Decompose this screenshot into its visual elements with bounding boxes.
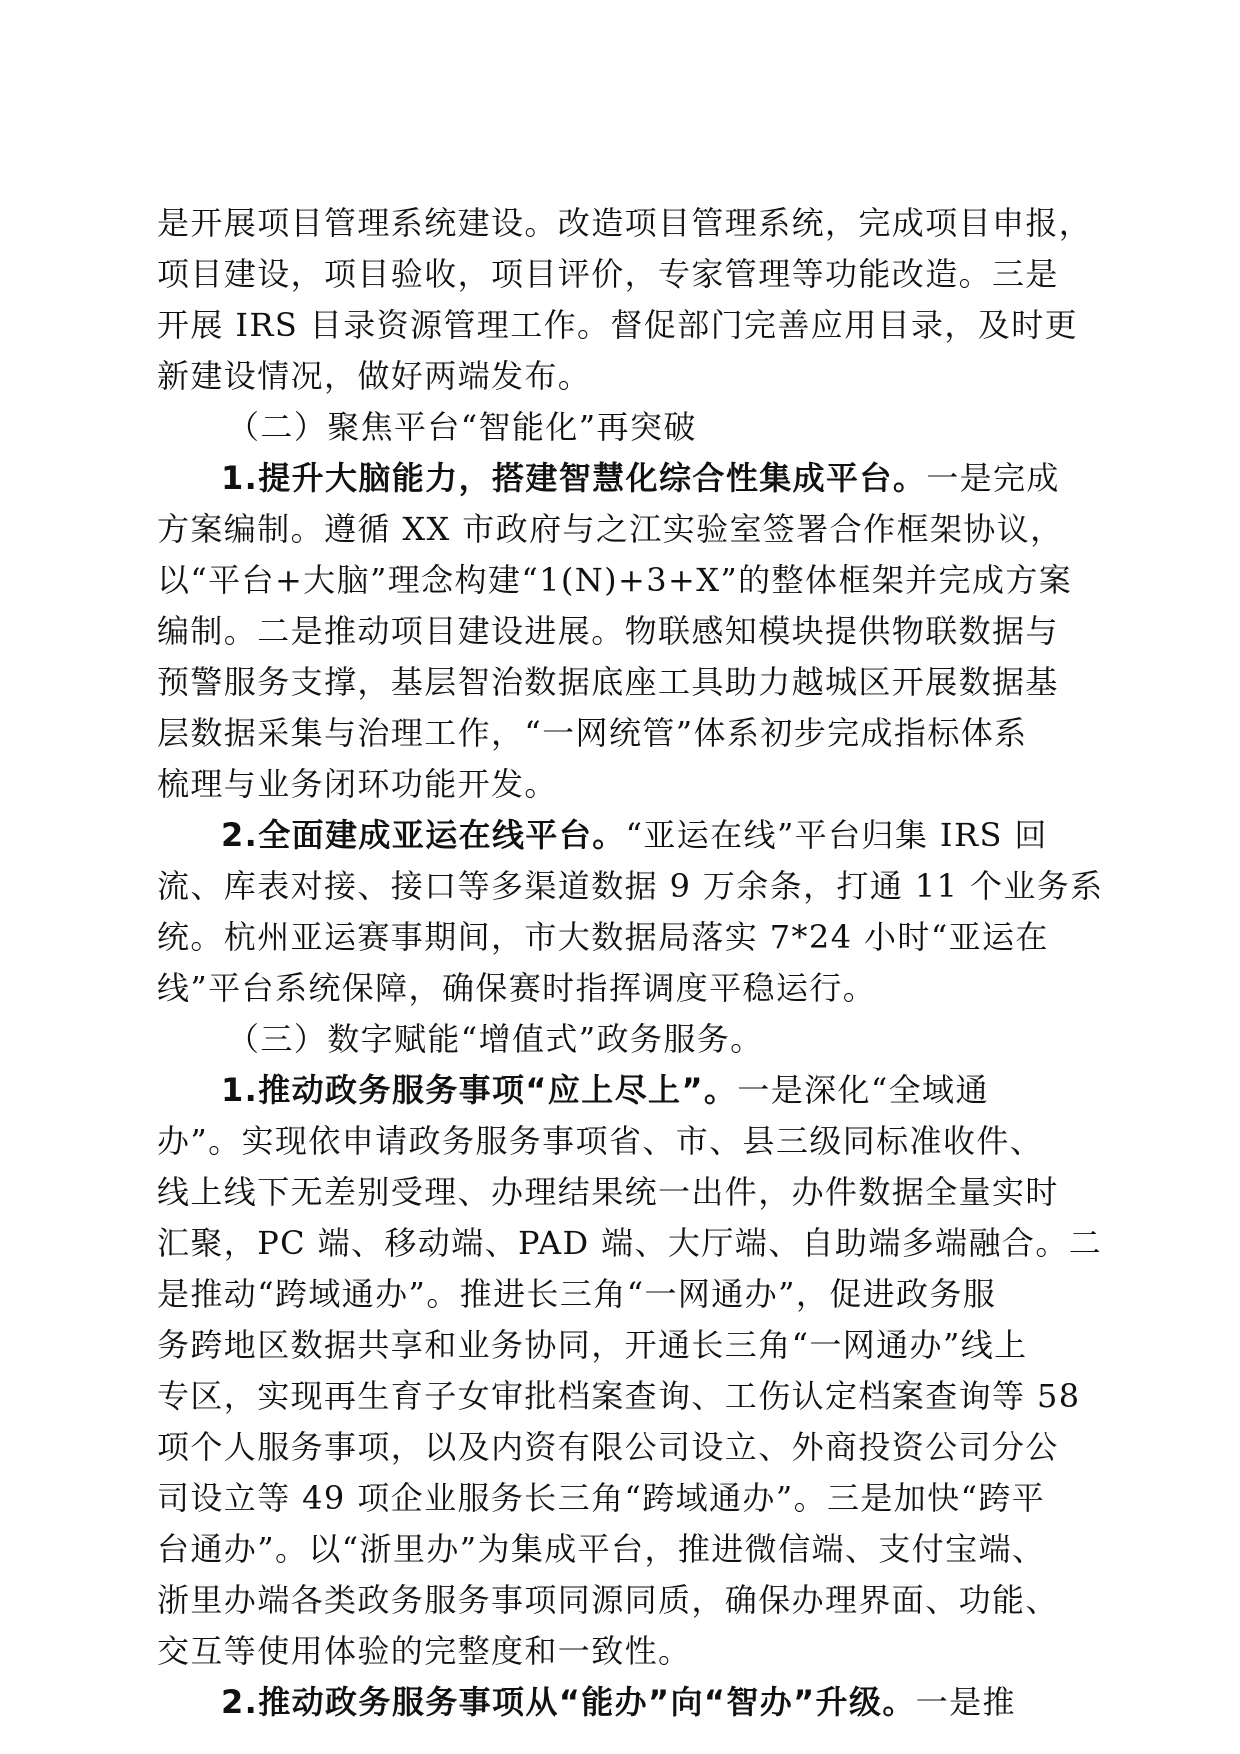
paragraph-line: 新建设情况，做好两端发布。 xyxy=(157,357,592,395)
subheading-2-1: 1.推动政务服务事项“应上尽上”。 xyxy=(221,1071,738,1109)
paragraph-line: 交互等使用体验的完整度和一致性。 xyxy=(157,1632,692,1670)
paragraph-text: 一是完成 xyxy=(926,459,1060,497)
paragraph-line: 是推动“跨域通办”。推进长三角“一网通办”，促进政务服 xyxy=(157,1275,997,1313)
paragraph-line: 流、库表对接、接口等多渠道数据 9 万余条，打通 11 个业务系 xyxy=(157,867,1104,905)
paragraph-text: 一是深化“全域通 xyxy=(737,1071,989,1109)
subheading-2-2: 2.推动政务服务事项从“能办”向“智办”升级。 xyxy=(221,1683,916,1721)
paragraph-line: 开展 IRS 目录资源管理工作。督促部门完善应用目录，及时更 xyxy=(157,306,1079,344)
section-heading-2: （二）聚焦平台“智能化”再突破 xyxy=(227,408,697,446)
paragraph-line: 项个人服务事项，以及内资有限公司设立、外商投资公司分公 xyxy=(157,1428,1059,1466)
section-heading-3: （三）数字赋能“增值式”政务服务。 xyxy=(227,1020,764,1058)
paragraph-line: 汇聚，PC 端、移动端、PAD 端、大厅端、自助端多端融合。二 xyxy=(157,1224,1103,1262)
paragraph-line: 梳理与业务闭环功能开发。 xyxy=(157,765,558,803)
paragraph-text: “亚运在线”平台归集 IRS 回 xyxy=(625,816,1048,854)
paragraph-line xyxy=(157,453,1083,504)
paragraph-line: 层数据采集与治理工作，“一网统管”体系初步完成指标体系 xyxy=(157,714,1028,752)
paragraph-line xyxy=(157,1065,1083,1116)
subheading-1-1: 1.提升大脑能力，搭建智慧化综合性集成平台。 xyxy=(221,459,927,497)
paragraph-line: 司设立等 49 项企业服务长三角“跨域通办”。三是加快“跨平 xyxy=(157,1479,1046,1517)
paragraph-line: 务跨地区数据共享和业务协同，开通长三角“一网通办”线上 xyxy=(157,1326,1028,1364)
paragraph-line: 预警服务支撑，基层智治数据底座工具助力越城区开展数据基 xyxy=(157,663,1059,701)
paragraph-line: 浙里办端各类政务服务事项同源同质，确保办理界面、功能、 xyxy=(157,1581,1059,1619)
paragraph-line: 是开展项目管理系统建设。改造项目管理系统，完成项目申报， xyxy=(157,204,1093,242)
document-body xyxy=(157,198,1104,1728)
paragraph-text: 一是推 xyxy=(915,1683,1016,1721)
subheading-1-2: 2.全面建成亚运在线平台。 xyxy=(221,816,626,854)
paragraph-line xyxy=(157,1677,1083,1728)
paragraph-line: 以“平台+大脑”理念构建“1(N)+3+X”的整体框架并完成方案 xyxy=(157,561,1073,599)
paragraph-line: 编制。二是推动项目建设进展。物联感知模块提供物联数据与 xyxy=(157,612,1059,650)
paragraph-line: 统。杭州亚运赛事期间，市大数据局落实 7*24 小时“亚运在 xyxy=(157,918,1049,956)
paragraph-line: 方案编制。遵循 XX 市政府与之江实验室签署合作框架协议， xyxy=(157,510,1064,548)
paragraph-line xyxy=(157,810,1083,861)
paragraph-line: 线”平台系统保障，确保赛时指挥调度平稳运行。 xyxy=(157,969,877,1007)
paragraph-line: 专区，实现再生育子女审批档案查询、工伤认定档案查询等 58 xyxy=(157,1377,1081,1415)
paragraph-line: 线上线下无差别受理、办理结果统一出件，办件数据全量实时 xyxy=(157,1173,1059,1211)
paragraph-line: 台通办”。以“浙里办”为集成平台，推进微信端、支付宝端、 xyxy=(157,1530,1046,1568)
paragraph-line: 办”。实现依申请政务服务事项省、市、县三级同标准收件、 xyxy=(157,1122,1044,1160)
paragraph-line: 项目建设，项目验收，项目评价，专家管理等功能改造。三是 xyxy=(157,255,1059,293)
